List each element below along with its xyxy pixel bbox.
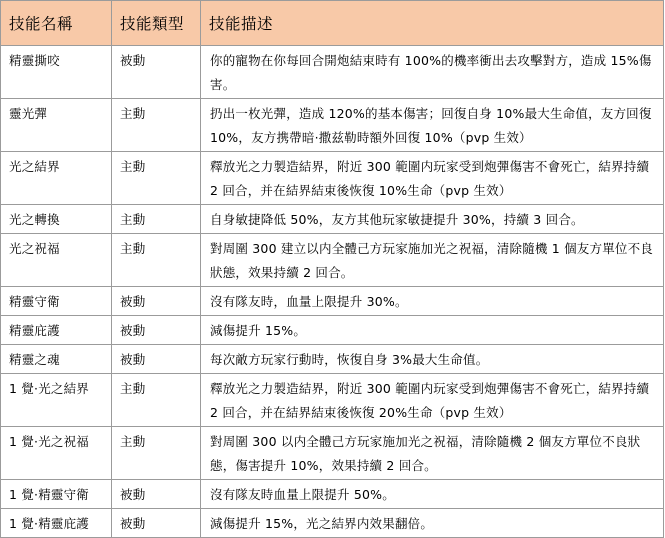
skill-description-cell: 釋放光之力製造結界，附近 300 範圍内玩家受到炮彈傷害不會死亡，結界持續 2 回合，并在結界結束後恢復 10%生命（pvp 生效）	[201, 152, 664, 205]
skill-name-cell: 1 覺·精靈庇護	[1, 509, 112, 538]
header-skill-type: 技能類型	[112, 1, 201, 46]
table-row	[1, 374, 664, 427]
skill-type-cell: 主動	[112, 152, 201, 205]
table-row	[1, 345, 664, 374]
table-row	[1, 152, 664, 205]
skill-description-cell: 自身敏捷降低 50%，友方其他玩家敏捷提升 30%，持續 3 回合。	[201, 205, 664, 234]
skill-description-cell: 扔出一枚光彈，造成 120%的基本傷害；回復自身 10%最大生命值，友方回復 10%，友方携帶暗·撒兹勒時額外回復 10%（pvp 生效）	[201, 99, 664, 152]
skill-description-cell: 釋放光之力製造結界，附近 300 範圍内玩家受到炮彈傷害不會死亡，結界持續 2 回合，并在結界結束後恢復 20%生命（pvp 生效）	[201, 374, 664, 427]
table-row	[1, 99, 664, 152]
skill-name-cell: 精靈之魂	[1, 345, 112, 374]
header-skill-name: 技能名稱	[1, 1, 112, 46]
skill-description-cell: 你的寵物在你每回合開炮結束時有 100%的機率衝出去攻擊對方，造成 15%傷害。	[201, 46, 664, 99]
skill-type-cell: 被動	[112, 316, 201, 345]
table-row	[1, 427, 664, 480]
skill-name-cell: 精靈撕咬	[1, 46, 112, 99]
skill-description-cell: 沒有隊友時血量上限提升 50%。	[201, 480, 664, 509]
skill-name-cell: 精靈守衛	[1, 287, 112, 316]
skill-name-cell: 光之祝福	[1, 234, 112, 287]
skill-name-cell: 1 覺·光之祝福	[1, 427, 112, 480]
skill-name-cell: 光之結界	[1, 152, 112, 205]
header-row	[1, 1, 664, 46]
table-row	[1, 480, 664, 509]
skill-type-cell: 主動	[112, 374, 201, 427]
skill-description-cell: 沒有隊友時，血量上限提升 30%。	[201, 287, 664, 316]
skill-description-cell: 減傷提升 15%，光之結界内效果翻倍。	[201, 509, 664, 538]
skill-name-cell: 1 覺·精靈守衛	[1, 480, 112, 509]
skill-description-cell: 每次敵方玩家行動時，恢復自身 3%最大生命值。	[201, 345, 664, 374]
skill-name-cell: 1 覺·光之結界	[1, 374, 112, 427]
skill-type-cell: 主動	[112, 205, 201, 234]
table-row	[1, 205, 664, 234]
table-row	[1, 287, 664, 316]
skill-description-cell: 對周圍 300 建立以内全體己方玩家施加光之祝福，清除隨機 1 個友方單位不良狀態，效果持續 2 回合。	[201, 234, 664, 287]
skill-name-cell: 靈光彈	[1, 99, 112, 152]
header-skill-description: 技能描述	[201, 1, 664, 46]
skill-type-cell: 主動	[112, 427, 201, 480]
skill-type-cell: 被動	[112, 480, 201, 509]
skill-description-cell: 對周圍 300 以内全體己方玩家施加光之祝福，清除隨機 2 個友方單位不良狀態，傷害提升 10%，效果持續 2 回合。	[201, 427, 664, 480]
skill-type-cell: 被動	[112, 287, 201, 316]
skill-type-cell: 主動	[112, 234, 201, 287]
skill-type-cell: 主動	[112, 99, 201, 152]
table-row	[1, 316, 664, 345]
table-row	[1, 46, 664, 99]
skill-description-cell: 減傷提升 15%。	[201, 316, 664, 345]
skill-type-cell: 被動	[112, 509, 201, 538]
skill-type-cell: 被動	[112, 46, 201, 99]
skill-type-cell: 被動	[112, 345, 201, 374]
skill-name-cell: 光之轉換	[1, 205, 112, 234]
skill-name-cell: 精靈庇護	[1, 316, 112, 345]
table-row	[1, 234, 664, 287]
table-row	[1, 509, 664, 538]
